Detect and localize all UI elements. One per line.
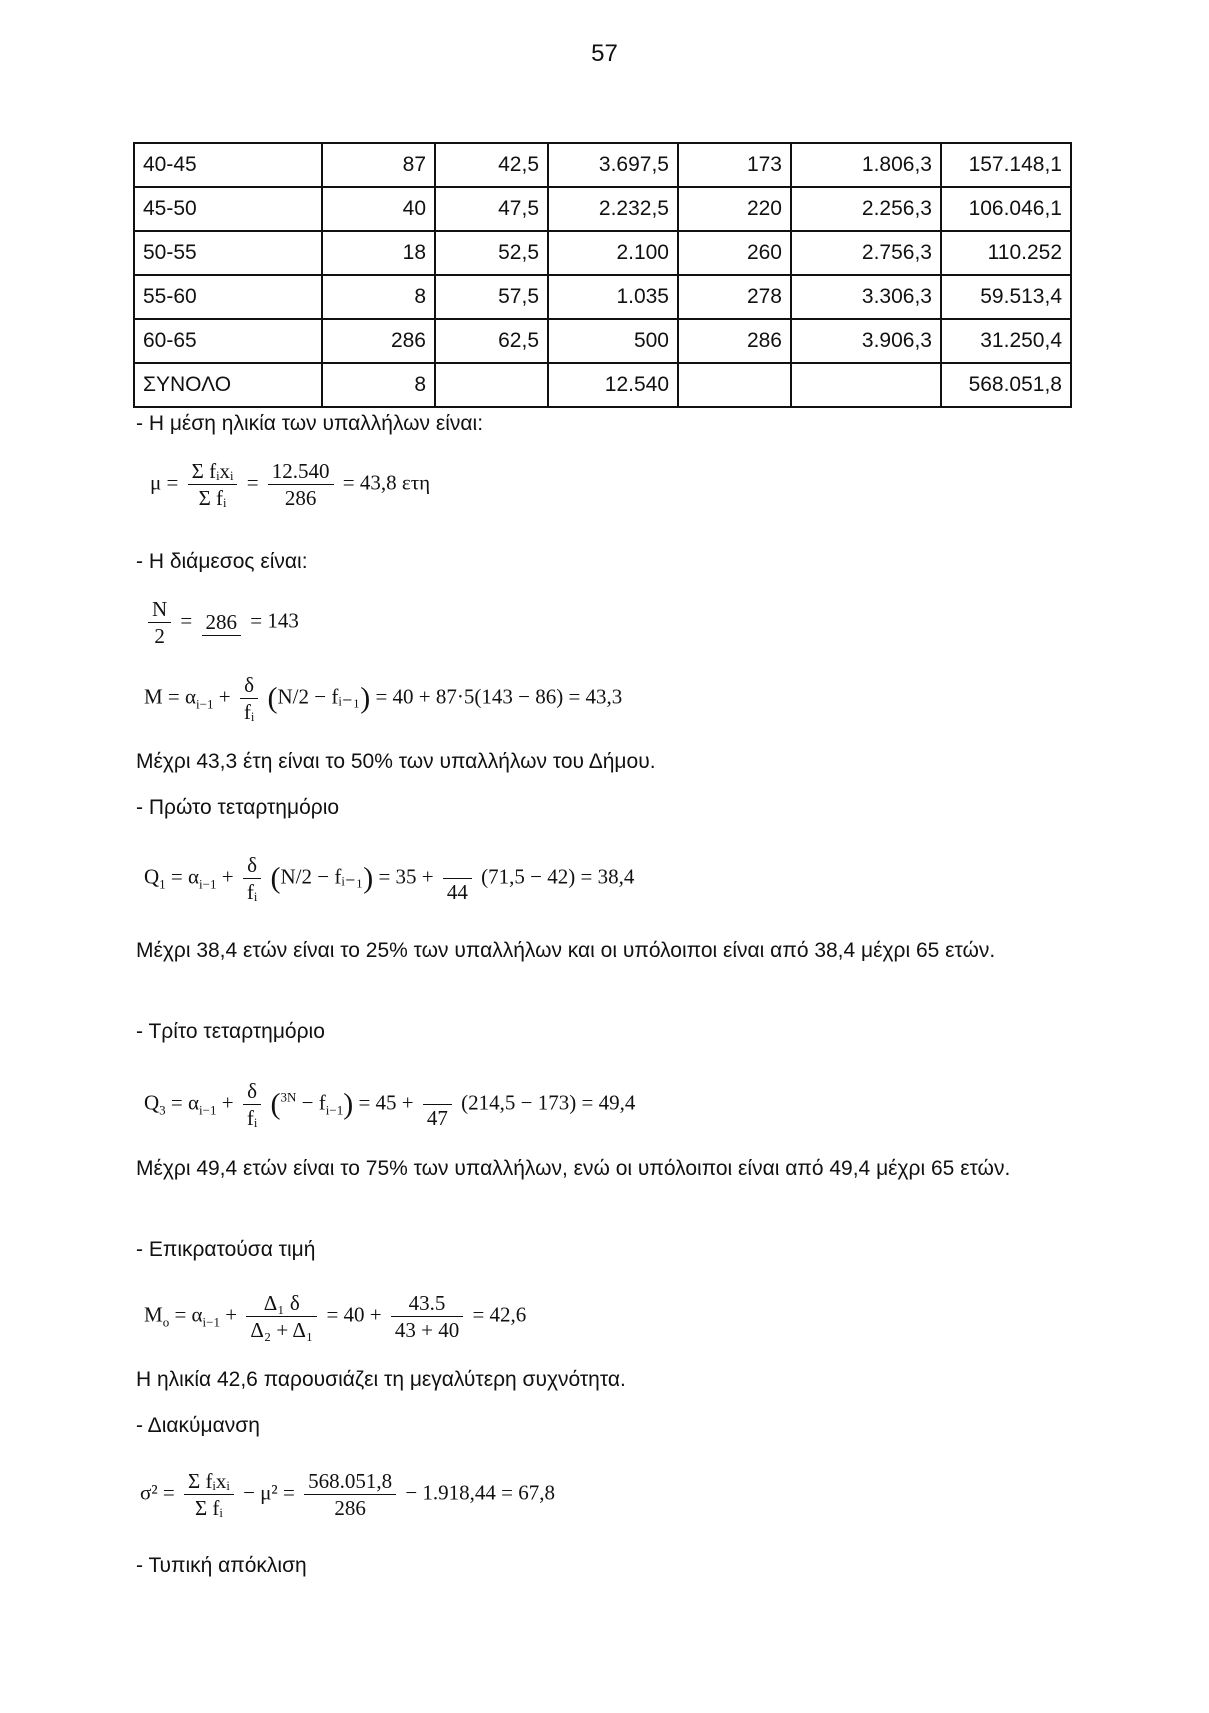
table-cell	[678, 363, 791, 407]
table-cell: 3.306,3	[791, 275, 941, 319]
q3-rhs-fraction	[423, 1078, 452, 1131]
q1-conclusion: Μέχρι 38,4 ετών είναι το 25% των υπαλλήλων και οι υπόλοιποι είναι από 38,4 μέχρι 65 ετών.	[136, 939, 996, 962]
table-cell: 47,5	[435, 187, 548, 231]
q1-rhs-fraction	[443, 852, 472, 905]
stddev-heading: - Τυπική απόκλιση	[136, 1554, 307, 1577]
q3-rhs-pre: = 45 +	[358, 1090, 414, 1115]
mean-fraction-values	[268, 458, 334, 511]
q1-mid-sub: i−1	[199, 876, 217, 892]
median-n-num-value: 286	[202, 609, 242, 636]
q3-conclusion: Μέχρι 49,4 ετών είναι το 75% των υπαλλήλων, ενώ οι υπόλοιποι είναι από 49,4 μέχρι 65 ετών.	[136, 1157, 1011, 1180]
table-row	[134, 143, 1071, 187]
q1-delta-den: fᵢ	[246, 880, 258, 904]
table-cell: 12.540	[548, 363, 678, 407]
mode-rhs-num: 43.5	[391, 1290, 463, 1317]
variance-lhs: σ² =	[140, 1480, 175, 1505]
mode-conclusion: Η ηλικία 42,6 παρουσιάζει τη μεγαλύτερη συχνότητα.	[136, 1368, 626, 1391]
table-cell: 8	[322, 275, 435, 319]
q1-delta-fraction	[243, 852, 261, 905]
table-cell: 568.051,8	[941, 363, 1071, 407]
variance-formula	[140, 1468, 555, 1521]
q3-mid: = α	[170, 1090, 200, 1115]
table-cell: 286	[678, 319, 791, 363]
median-delta-den: fᵢ	[243, 700, 255, 724]
mode-mid-sub: i−1	[202, 1314, 220, 1330]
q3-lhs: Q	[144, 1090, 160, 1115]
table-cell: 500	[548, 319, 678, 363]
table-row	[134, 187, 1071, 231]
table-cell: 60-65	[134, 319, 322, 363]
table-row	[134, 231, 1071, 275]
mean-formula: μ = $\frac{\text{Σ fᵢxᵢ}}{\text{Σ fᵢ}}$ = $\frac{12.540}{286}$ = 43,8 ετη	[150, 459, 431, 510]
mode-formula: $M_o = \alpha_{i-1}$ + $\frac{\text{Δ₁ δ}}{\text{Δ₂ + Δ₁}}$ = 40 + $\frac{43.5}{43 + 40}$ = 42,6	[144, 1291, 527, 1342]
q3-delta-num: δ	[243, 1078, 261, 1105]
mean-fraction	[188, 458, 238, 511]
median-conclusion: Μέχρι 43,3 έτη είναι το 50% των υπαλλήλων του Δήμου.	[136, 750, 656, 773]
median-n-fraction	[148, 596, 171, 649]
variance-num: Σ fᵢxᵢ	[184, 1468, 234, 1495]
table-cell: 87	[322, 143, 435, 187]
median-delta-num: δ	[240, 672, 258, 699]
q3-rhs-num	[423, 1078, 452, 1105]
median-inner: N/2 − fᵢ₋₁	[277, 684, 361, 709]
variance-rhs: − 1.918,44 = 67,8	[405, 1480, 555, 1505]
table-cell: 260	[678, 231, 791, 275]
table-cell: 52,5	[435, 231, 548, 275]
mode-delta-den: Δ₂ + Δ₁	[250, 1318, 314, 1342]
variance-heading: - Διακύμανση	[136, 1414, 260, 1437]
frequency-table	[133, 142, 1072, 408]
q3-rhs-post: (214,5 − 173) = 49,4	[461, 1090, 636, 1115]
page-number: 57	[591, 40, 618, 67]
q3-inner: 3N	[280, 1089, 297, 1105]
mode-lhs: M	[144, 1302, 163, 1327]
table-cell: 3.697,5	[548, 143, 678, 187]
median-heading: - Η διάμεσος είναι:	[136, 550, 308, 573]
q3-delta-fraction	[243, 1078, 261, 1131]
q1-rhs-den: 44	[446, 880, 468, 904]
mode-rhs-pre: = 40 +	[326, 1302, 382, 1327]
table-row	[134, 275, 1071, 319]
q1-delta-num: δ	[243, 852, 261, 879]
median-n-fraction-value	[202, 609, 242, 636]
q1-rhs-post: (71,5 − 42) = 38,4	[481, 864, 635, 889]
mean-num-value: 12.540	[268, 458, 334, 485]
table-cell: 1.035	[548, 275, 678, 319]
mean-num: Σ fᵢxᵢ	[188, 458, 238, 485]
q1-rhs-pre: = 35 +	[378, 864, 434, 889]
q1-lhs: Q	[144, 864, 160, 889]
table-cell: 50-55	[134, 231, 322, 275]
table-cell: 62,5	[435, 319, 548, 363]
table-cell: 220	[678, 187, 791, 231]
mode-rhs-den: 43 + 40	[394, 1318, 460, 1342]
mode-rhs-post: = 42,6	[472, 1302, 527, 1327]
mean-den-value: 286	[284, 486, 317, 510]
table-cell: 57,5	[435, 275, 548, 319]
mode-lhs-sub: o	[162, 1314, 170, 1330]
variance-fraction	[184, 1468, 234, 1521]
q3-mid-sub: i−1	[199, 1102, 217, 1118]
table-cell: 18	[322, 231, 435, 275]
table-cell: 157.148,1	[941, 143, 1071, 187]
median-n-num: N	[148, 596, 171, 623]
table-cell: 2.100	[548, 231, 678, 275]
q3-formula: $Q_3 = \alpha_{i-1}$ + $\frac{\delta}{\text{fᵢ}}$ $(^{3N} - f_{i-1}) = 45$ + 47 (214,5 − 173) = 49,4	[144, 1079, 636, 1130]
table-cell: 106.046,1	[941, 187, 1071, 231]
variance-den: Σ fᵢ	[194, 1496, 223, 1520]
variance-num-value: 568.051,8	[304, 1468, 396, 1495]
table-cell: 286	[322, 319, 435, 363]
table-cell: 40-45	[134, 143, 322, 187]
mode-heading: - Επικρατούσα τιμή	[136, 1238, 316, 1261]
table-cell: 2.232,5	[548, 187, 678, 231]
q1-formula: $Q_1 = \alpha_{i-1}$ + $\frac{\delta}{\text{fᵢ}}$ (N/2 − fᵢ₋₁) = 35 + 44 (71,5 − 42) = 38,4	[144, 853, 635, 904]
mean-result: = 43,8 ετη	[342, 470, 431, 495]
mode-delta-num: Δ₁ δ	[246, 1290, 317, 1317]
mode-rhs-fraction	[391, 1290, 463, 1343]
q1-mid: = α	[170, 864, 200, 889]
table-cell: 8	[322, 363, 435, 407]
q1-lhs-sub: 1	[159, 876, 166, 892]
q3-inner2: − f	[301, 1090, 326, 1115]
table-cell: 278	[678, 275, 791, 319]
mode-delta-fraction	[246, 1290, 317, 1343]
table-cell: 40	[322, 187, 435, 231]
table-cell	[435, 363, 548, 407]
table-cell: 31.250,4	[941, 319, 1071, 363]
mode-mid: = α	[174, 1302, 203, 1327]
median-lhs-sub: i−1	[196, 696, 214, 712]
table-cell	[791, 363, 941, 407]
table-row	[134, 319, 1071, 363]
table-cell: 2.756,3	[791, 231, 941, 275]
median-rhs: = 40 + 87·5(143 − 86) = 43,3	[375, 684, 623, 709]
table-cell: 110.252	[941, 231, 1071, 275]
table-cell: 42,5	[435, 143, 548, 187]
mean-heading: - Η μέση ηλικία των υπαλλήλων είναι:	[136, 412, 484, 435]
table-cell: 45-50	[134, 187, 322, 231]
median-n-formula: $\frac{N}{2}$ = 286 = 143	[144, 596, 299, 649]
median-n-result: = 143	[250, 608, 299, 633]
q3-delta-den: fᵢ	[246, 1106, 258, 1130]
mean-den: Σ fᵢ	[198, 486, 227, 510]
q3-heading: - Τρίτο τεταρτημόριο	[136, 1020, 325, 1043]
variance-fraction-values	[304, 1468, 396, 1521]
q1-heading: - Πρώτο τεταρτημόριο	[136, 796, 340, 819]
q3-rhs-den: 47	[426, 1106, 448, 1130]
table-cell: 55-60	[134, 275, 322, 319]
variance-den-value: 286	[334, 1496, 366, 1520]
median-formula: $M = \alpha_{i-1}$ + $\frac{\delta}{\text{fᵢ}}$ (N/2 − fᵢ₋₁) = 40 + 87·5(143 − 86) = 43,3	[144, 673, 623, 724]
table-cell: 1.806,3	[791, 143, 941, 187]
variance-mid: − μ² =	[243, 1480, 295, 1505]
q1-rhs-num	[443, 852, 472, 879]
table-cell: ΣΥΝΟΛΟ	[134, 363, 322, 407]
table-cell: 59.513,4	[941, 275, 1071, 319]
median-delta-fraction	[240, 672, 258, 725]
median-lhs: M = α	[144, 684, 197, 709]
table-cell: 2.256,3	[791, 187, 941, 231]
q3-lhs-sub: 3	[159, 1102, 166, 1118]
median-plus: +	[218, 684, 231, 709]
table-row	[134, 363, 1071, 407]
mean-lhs: μ =	[150, 470, 179, 495]
table-cell: 173	[678, 143, 791, 187]
median-n-den: 2	[154, 624, 165, 648]
table-cell: 3.906,3	[791, 319, 941, 363]
